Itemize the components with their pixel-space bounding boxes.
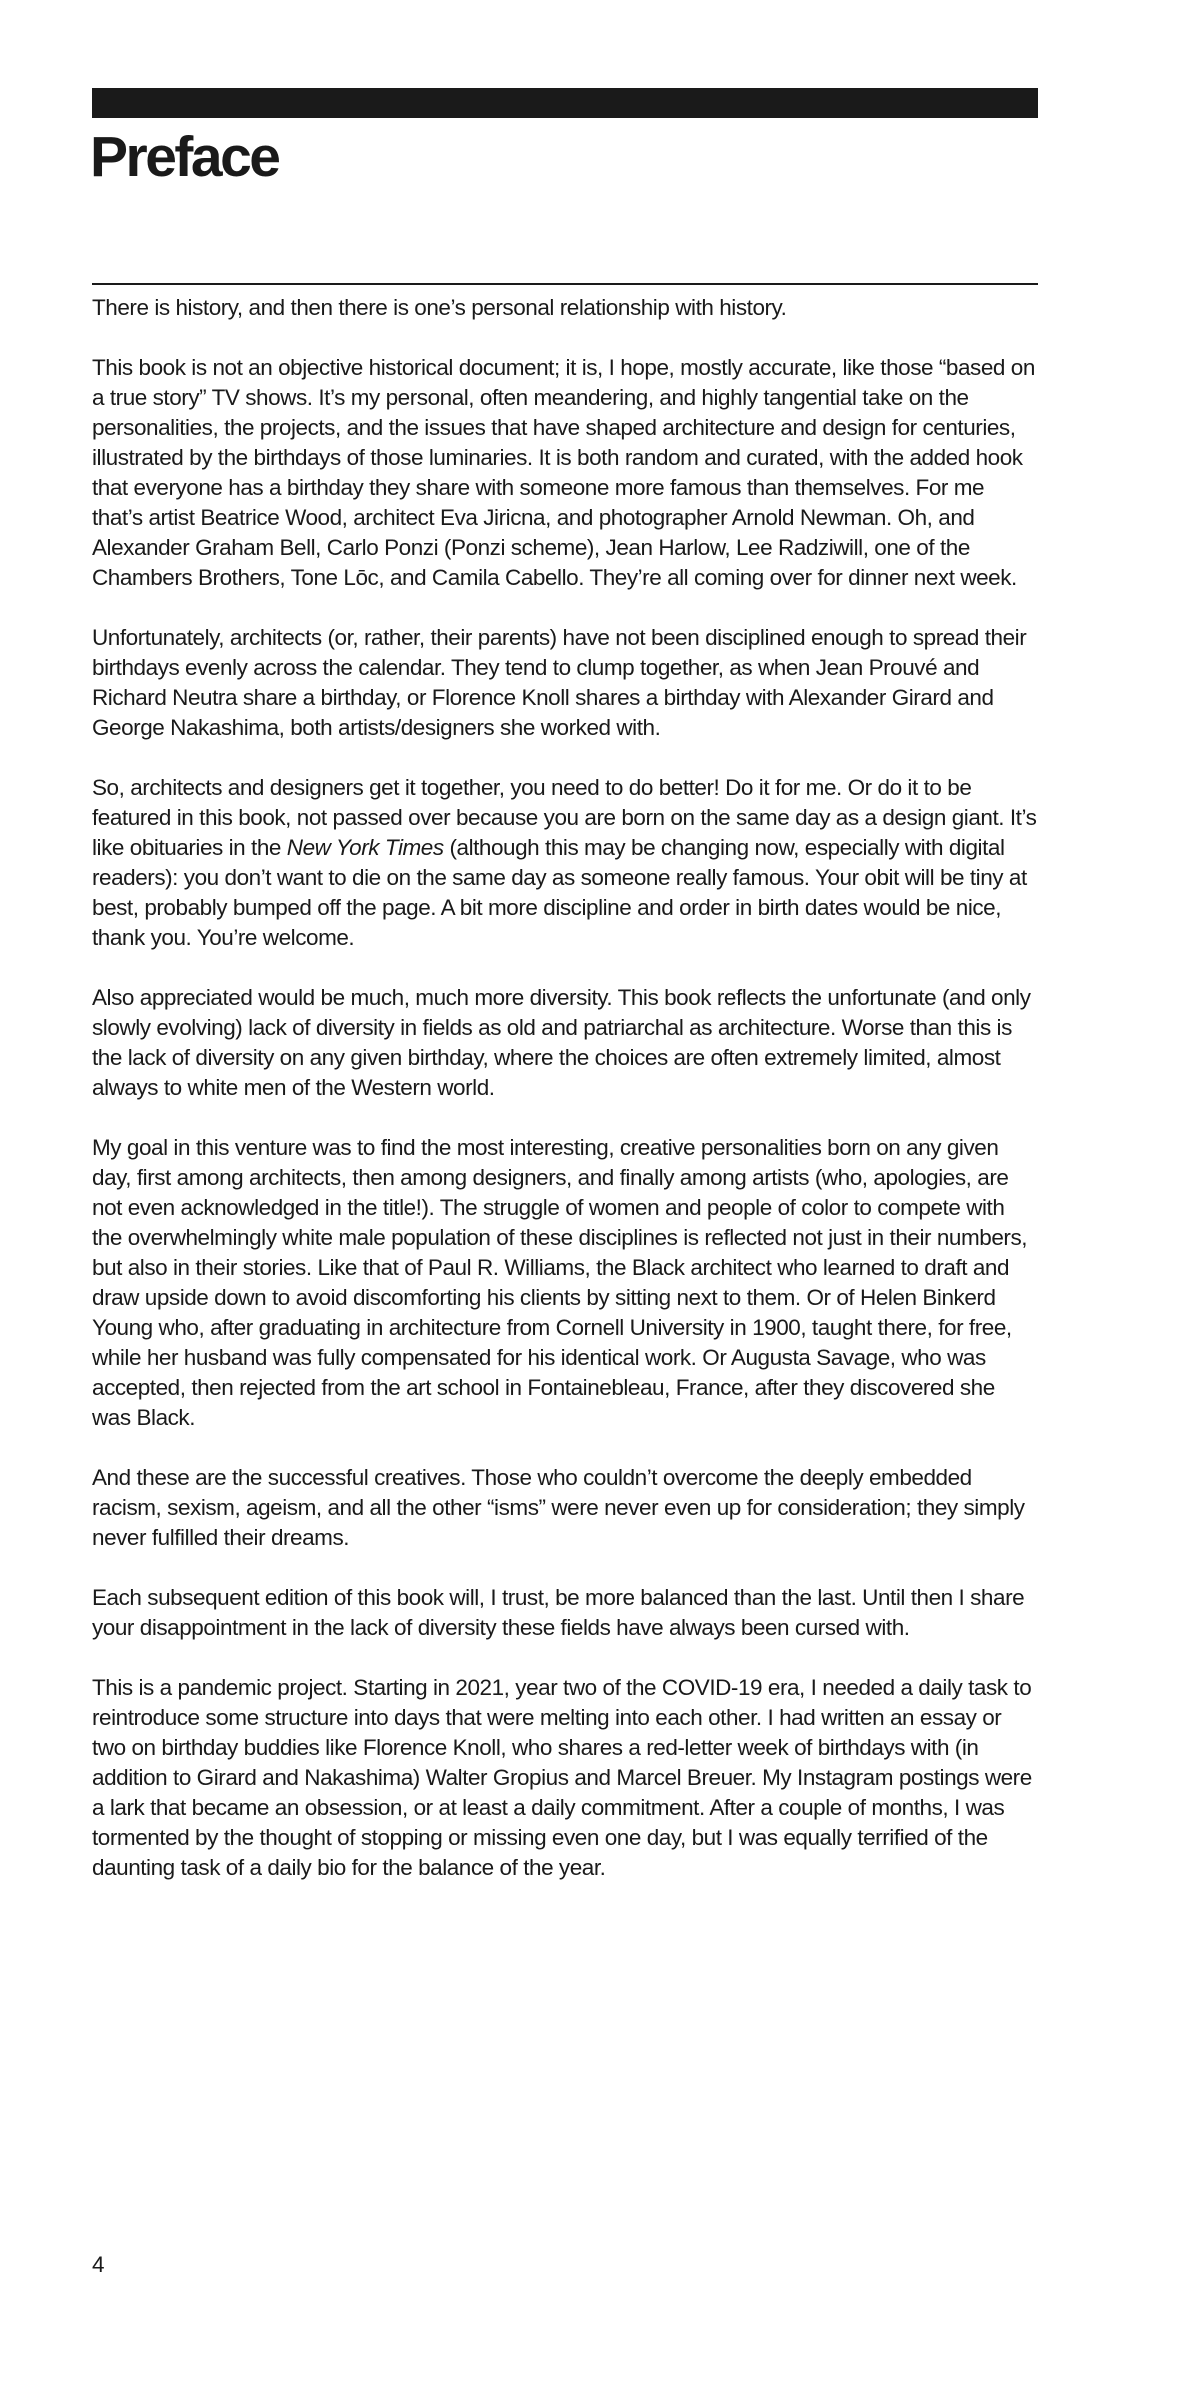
paragraph-6: My goal in this venture was to find the most interesting, creative personalities born on any given day, first among architects, then among designers, and finally among artists (who, apologies, are not even acknowledged in the title!). The struggle of women and people of color to compete with the overwhelmingly white male population of these disciplines is reflected not just in their numbers, but also in their stories. Like that of Paul R. Williams, the Black architect who learned to draft and draw upside down to avoid discomforting his clients by sitting next to them. Or of Helen Binkerd Young who, after graduating in architecture from Cornell University in 1900, taught there, for free, while her husband was fully compensated for his identical work. Or Augusta Savage, who was accepted, then rejected from the art school in Fontainebleau, France, after they discovered she was Black. [92,1135,1028,1430]
page-title: Preface [90,125,279,189]
paragraph-8: Each subsequent edition of this book will, I trust, be more balanced than the last. Until then I share your disappointment in the lack of diversity these fields have always been cursed with. [92,1585,1025,1640]
paragraph-2: This book is not an objective historical document; it is, I hope, mostly accurate, like those “based on a true story” TV shows. It’s my personal, often meandering, and highly tangential take on the personalities, the projects, and the issues that have shaped architecture and design for centuries, illustrated by the birthdays of those luminaries. It is both random and curated, with the added hook that everyone has a birthday they share with someone more famous than themselves. For me that’s artist Beatrice Wood, architect Eva Jiricna, and photographer Arnold Newman. Oh, and Alexander Graham Bell, Carlo Ponzi (Ponzi scheme), Jean Harlow, Lee Radziwill, one of the Chambers Brothers, Tone Lōc, and Camila Cabello. They’re all coming over for dinner next week. [92,355,1035,590]
paragraph-9: This is a pandemic project. Starting in 2021, year two of the COVID-19 era, I needed a daily task to reintroduce some structure into days that were melting into each other. I had written an essay or two on birthday buddies like Florence Knoll, who shares a red-letter week of birthdays with (in addition to Girard and Nakashima) Walter Gropius and Marcel Breuer. My Instagram postings were a lark that became an obsession, or at least a daily commitment. After a couple of months, I was tormented by the thought of stopping or missing even one day, but I was equally terrified of the daunting task of a daily bio for the balance of the year. [92,1675,1032,1880]
paragraph-3: Unfortunately, architects (or, rather, their parents) have not been disciplined enough to spread their birthdays evenly across the calendar. They tend to clump together, as when Jean Prouvé and Richard Neutra share a birthday, or Florence Knoll shares a birthday with Alexander Girard and George Nakashima, both artists/designers she worked with. [92,625,1027,740]
paragraph-5: Also appreciated would be much, much more diversity. This book reflects the unfortunate (and only slowly evolving) lack of diversity in fields as old and patriarchal as architecture. Worse than this is the lack of diversity on any given birthday, where the choices are often extremely limited, almost always to white men of the Western world. [92,985,1031,1100]
paragraph-7: And these are the successful creatives. Those who couldn’t overcome the deeply embedded racism, sexism, ageism, and all the other “isms” were never even up for consideration; they simply never fulfilled their dreams. [92,1465,1025,1550]
header-bar [92,88,1038,118]
title-divider [92,283,1038,285]
paragraph-4 [92,773,1038,953]
page-number: 4 [92,2252,105,2277]
paragraph-4-text-end: (although this may be changing now, especially with digital readers): you don’t want to die on the same day as someone really famous. Your obit will be tiny at best, probably bumped off the page. A bit more discipline and order in birth dates would be nice, thank you. You’re welcome. [92,835,1027,950]
paragraph-4-text-start: So, architects and designers get it together, you need to do better! Do it for me. Or do it to be featured in this book, not passed over because you are born on the same day as a design giant. It’s like obituaries in the [92,775,1037,860]
body-text [92,293,1038,1913]
paragraph-1: There is history, and then there is one’s personal relationship with history. [92,295,787,320]
publication-title: New York Times [286,835,444,860]
